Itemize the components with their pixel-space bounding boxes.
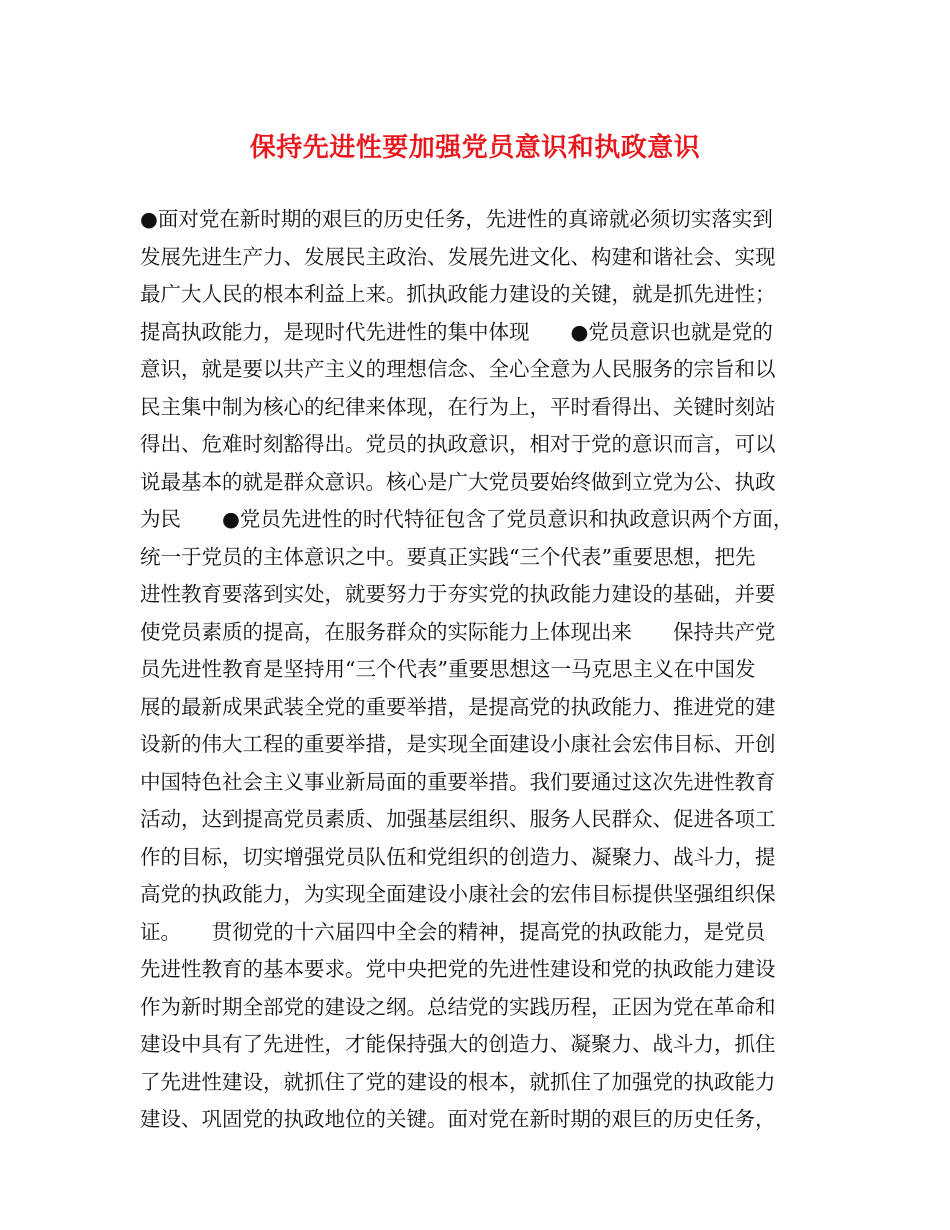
text-line: 员先进性教育是坚持用“三个代表”重要思想这一马克思主义在中国发 [140,657,756,681]
text-line: 统一于党员的主体意识之中。要真正实践“三个代表”重要思想，把先 [140,544,756,569]
text-line: 发展先进生产力、发展民主政治、发展先进文化、构建和谐社会、实现 [140,244,776,269]
text-line: 作为新时期全部党的建设之纲。总结党的实践历程，正因为党在革命和 [140,994,776,1019]
text-line: 了先进性建设，就抓住了党的建设的根本，就抓住了加强党的执政能力 [140,1069,776,1094]
text-line: 证。 贯彻党的十六届四中全会的精神，提高党的执政能力，是党员 [140,919,766,944]
text-line: 说最基本的就是群众意识。核心是广大党员要始终做到立党为公、执政 [140,469,776,494]
document-title: 保持先进性要加强党员意识和执政意识 [249,133,701,163]
text-line: ●面对党在新时期的艰巨的历史任务，先进性的真谛就必须切实落实到 [140,207,773,231]
text-line: 展的最新成果武装全党的重要举措，是提高党的执政能力、推进党的建 [140,694,776,719]
text-line: 最广大人民的根本利益上来。抓执政能力建设的关键，就是抓先进性； [140,282,776,306]
text-line: 建设、巩固党的执政地位的关键。面对党在新时期的艰巨的历史任务， [140,1107,776,1131]
text-line: 中国特色社会主义事业新局面的重要举措。我们要通过这次先进性教育 [140,769,776,794]
text-line: 高党的执政能力，为实现全面建设小康社会的宏伟目标提供坚强组织保 [140,882,776,906]
text-line: 提高执政能力，是现时代先进性的集中体现 ●党员意识也就是党的 [140,319,773,344]
text-line: 设新的伟大工程的重要举措，是实现全面建设小康社会宏伟目标、开创 [140,732,776,756]
text-line: 先进性教育的基本要求。党中央把党的先进性建设和党的执政能力建设 [140,957,776,981]
text-line: 民主集中制为核心的纪律来体现，在行为上，平时看得出、关键时刻站 [140,394,776,419]
text-line: 作的目标，切实增强党员队伍和党组织的创造力、凝聚力、战斗力，提 [140,844,776,869]
text-line: 进性教育要落到实处，就要努力于夯实党的执政能力建设的基础，并要 [140,582,776,606]
text-line: 活动，达到提高党员素质、加强基层组织、服务人民群众、促进各项工 [140,807,776,831]
text-line: 得出、危难时刻豁得出。党员的执政意识，相对于党的意识而言，可以 [140,432,776,456]
text-line: 为民 ●党员先进性的时代特征包含了党员意识和执政意识两个方面， [140,507,794,531]
text-line: 意识，就是要以共产主义的理想信念、全心全意为人民服务的宗旨和以 [140,357,776,381]
text-line: 建设中具有了先进性，才能保持强大的创造力、凝聚力、战斗力，抓住 [140,1032,776,1056]
document-body [140,201,830,1139]
text-line: 使党员素质的提高，在服务群众的实际能力上体现出来 保持共产党 [140,619,776,644]
